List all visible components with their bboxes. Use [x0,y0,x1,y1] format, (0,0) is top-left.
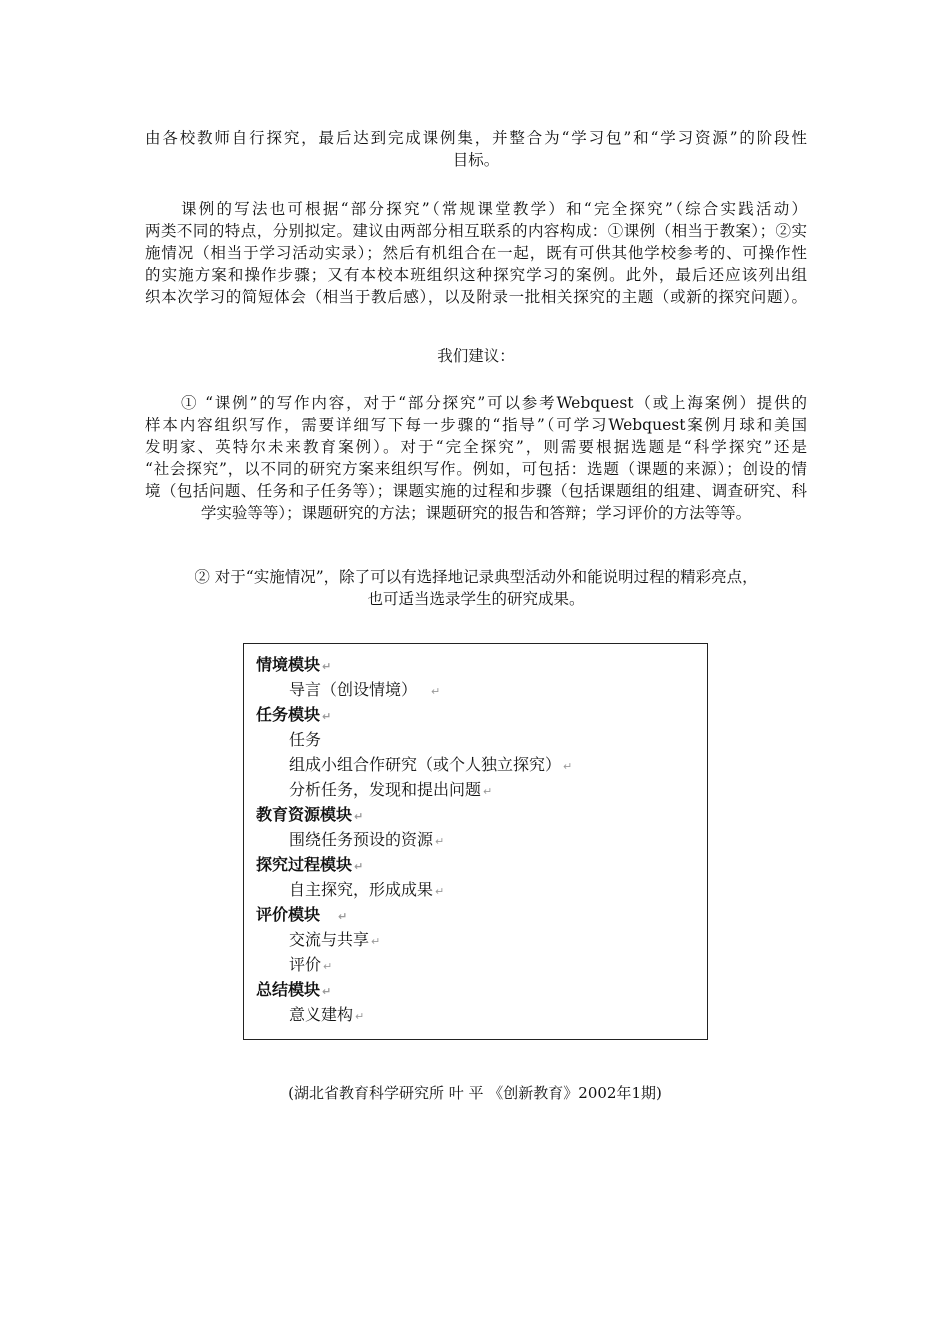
module-heading [256,977,331,1000]
return-mark-icon: ↵ [322,660,332,673]
module-item [289,952,332,975]
module-item-label: 交流与共享 [289,930,370,949]
paragraph-line: ② 对于“实施情况”，除了可以有选择地记录典型活动外和能说明过程的精彩亮点， [194,568,758,586]
paragraph-intro [145,127,807,171]
module-heading [256,852,363,875]
return-mark-icon: ↵ [338,910,348,923]
module-item-label: 任务 [289,730,322,749]
module-label: 评价模块 [256,905,321,924]
module-item-label: 意义建构 [289,1005,354,1024]
paragraph-line: 由各校教师自行探究，最后达到完成课例集，并整合为“学习包”和“学习资源”的阶段性 [145,129,807,147]
module-item [289,727,321,750]
return-mark-icon: ↵ [435,885,445,898]
module-label: 探究过程模块 [256,855,353,874]
return-mark-icon: ↵ [322,985,332,998]
module-item [289,777,492,800]
paragraph-line: 学实验等等）；课题研究的方法；课题研究的报告和答辩；学习评价的方法等等。 [200,504,752,522]
return-mark-icon: ↵ [483,785,493,798]
module-item [289,677,440,700]
paragraph-line: 样本内容组织写作，需要详细写下每一步骤的“指导”（可学习Webquest案例月球和美国 [145,416,807,434]
return-mark-icon: ↵ [431,685,441,698]
return-mark-icon: ↵ [322,710,332,723]
module-item [289,1002,364,1025]
return-mark-icon: ↵ [323,960,333,973]
return-mark-icon: ↵ [563,760,573,773]
module-heading [256,652,331,675]
module-label: 情境模块 [256,655,321,674]
paragraph-suggestion-1 [145,392,807,524]
return-mark-icon: ↵ [435,835,445,848]
return-mark-icon: ↵ [354,860,364,873]
suggestion-heading [145,345,807,367]
module-item-label: 围绕任务预设的资源 [289,830,434,849]
citation: (湖北省教育科学研究所 叶 平 《创新教育》2002年1期) [288,1084,662,1102]
return-mark-icon: ↵ [354,810,364,823]
paragraph-line: “社会探究”，以不同的研究方案来组织写作。例如，可包括：选题（课题的来源）；创设的情 [145,460,807,478]
paragraph-lesson-writing [145,198,807,308]
paragraph-line: ① “课例”的写作内容，对于“部分探究”可以参考Webquest（或上海案例）提供的 [181,394,807,412]
module-heading [256,702,331,725]
module-item [289,827,444,850]
paragraph-line: 也可适当选录学生的研究成果。 [367,590,585,608]
module-item [289,877,444,900]
module-item-label: 组成小组合作研究（或个人独立探究） [289,755,562,774]
module-item-label: 分析任务，发现和提出问题 [289,780,482,799]
module-item-label: 自主探究，形成成果 [289,880,434,899]
module-heading [256,802,363,825]
return-mark-icon: ↵ [355,1010,365,1023]
module-item [289,927,380,950]
module-heading [256,902,347,925]
module-item-label: 导言（创设情境） [289,680,418,699]
module-label: 任务模块 [256,705,321,724]
paragraph-line: 课例的写法也可根据“部分探究”（常规课堂教学）和“完全探究”（综合实践活动） [181,200,807,218]
paragraph-line: 施情况（相当于学习活动实录）；然后有机组合在一起，既有可供其他学校参考的、可操作性 [145,244,807,262]
paragraph-line: 发明家、英特尔未来教育案例）。对于“完全探究”，则需要根据选题是“科学探究”还是 [145,438,807,456]
module-item-label: 评价 [289,955,322,974]
paragraph-line: 的实施方案和操作步骤；又有本校本班组织这种探究学习的案例。此外，最后还应该列出组 [145,266,807,284]
suggestion-heading-text: 我们建议： [437,347,515,365]
module-item [289,752,572,775]
paragraph-suggestion-2 [145,566,807,610]
modules-box [243,643,708,1040]
paragraph-line: 目标。 [452,151,500,169]
module-label: 总结模块 [256,980,321,999]
paragraph-line: 境（包括问题、任务和子任务等）；课题实施的过程和步骤（包括课题组的组建、调查研究、科 [145,482,807,500]
module-label: 教育资源模块 [256,805,353,824]
paragraph-line: 两类不同的特点，分别拟定。建议由两部分相互联系的内容构成：①课例（相当于教案）；②实 [145,222,807,240]
return-mark-icon: ↵ [371,935,381,948]
paragraph-line: 织本次学习的简短体会（相当于教后感），以及附录一批相关探究的主题（或新的探究问题）。 [145,288,807,306]
